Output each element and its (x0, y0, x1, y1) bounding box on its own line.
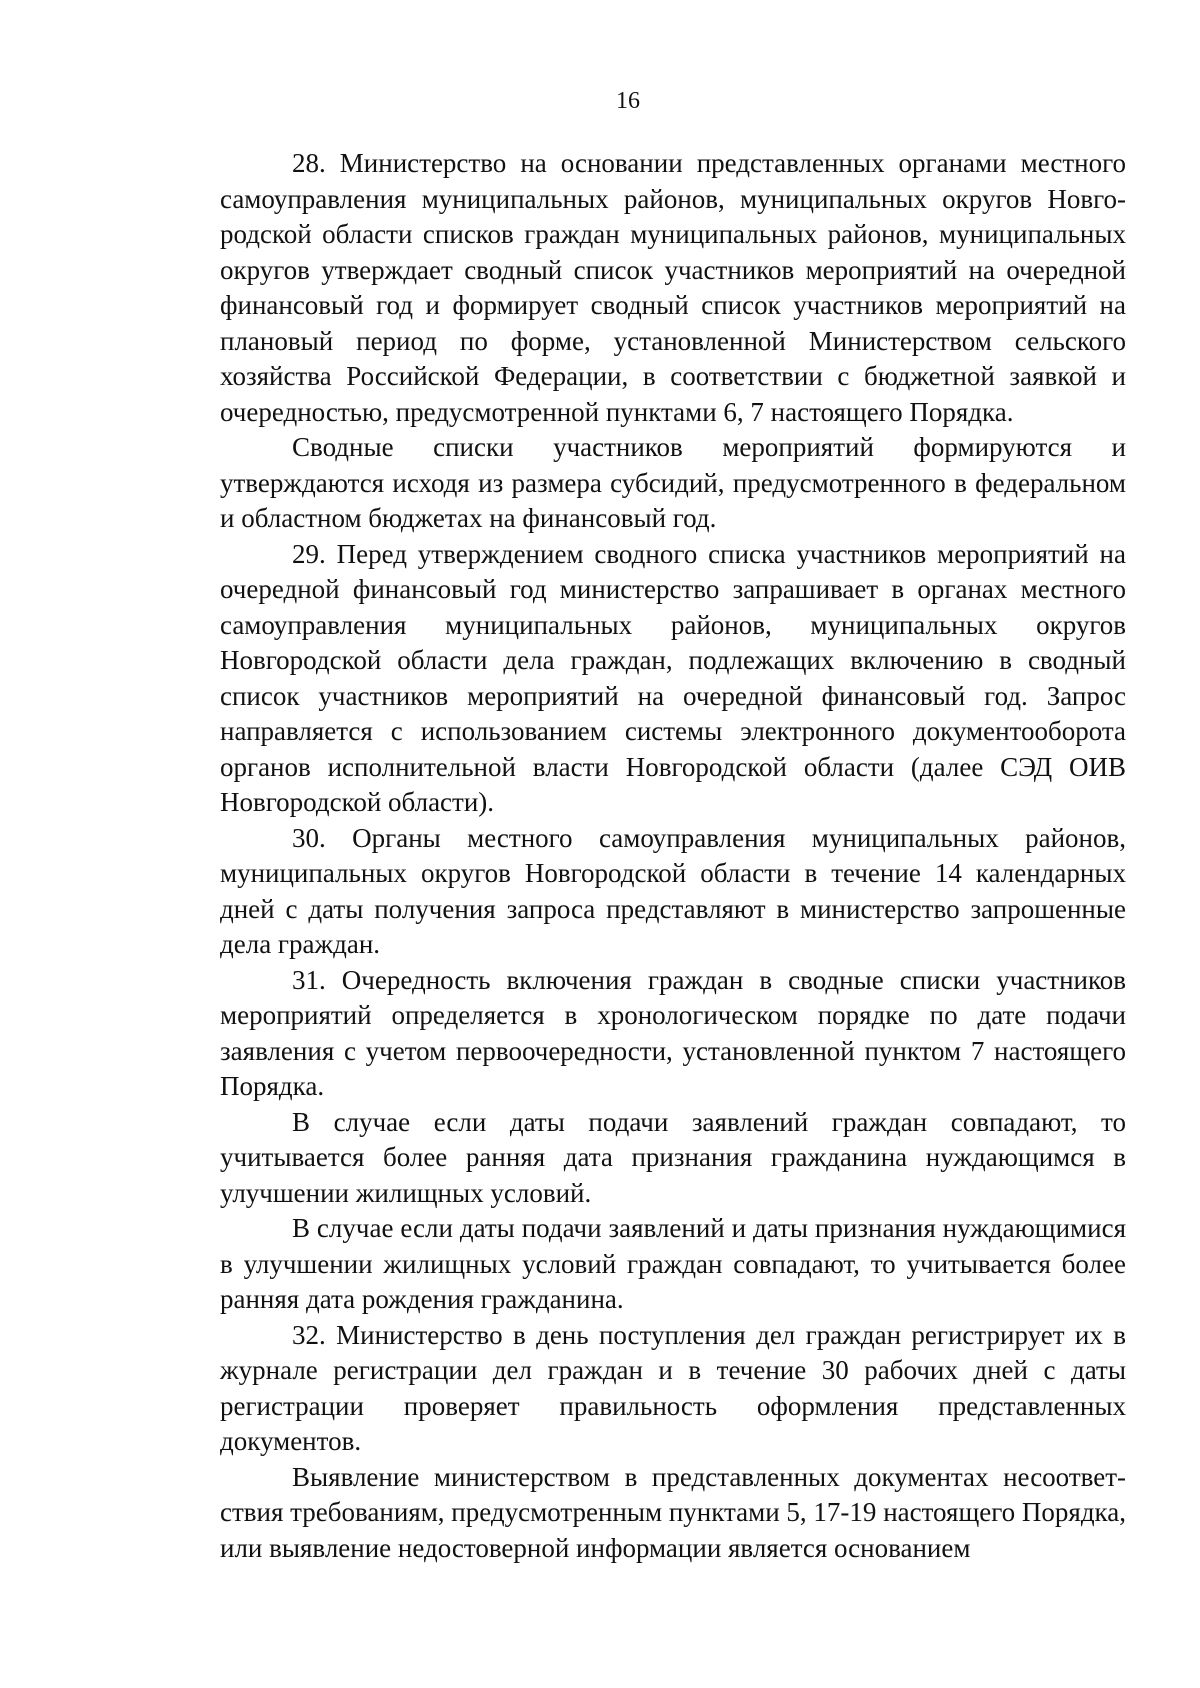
paragraph-31-same-application-date: В случае если даты подачи заявлений граждан совпадают, то учитывается более ранняя дата признания гражданина нуждающимся в улучшении жилищных условий. (220, 1106, 1126, 1208)
paragraph-28-summary-lists: Сводные списки участников мероприятий формируются и утверждаются исходя из размера субсидий, предусмотренного в федеральном и областном бюджетах на финансовый год. (220, 432, 1126, 533)
paragraph-32: 32. Министерство в день поступления дел граждан регистрирует их в журнале регистрации дел граждан и в течение 30 рабочих дней с даты регистрации проверяет правильность оформления представленных документов. (220, 1319, 1126, 1456)
paragraph-30: 30. Органы местного самоуправления муниципальных районов, муниципальных округов Новгородской области в течение 14 календарных дней с даты получения запроса представляют в министерство запрошенные дела граждан. (220, 822, 1126, 959)
document-body (220, 146, 1126, 1566)
page-number: 16 (616, 88, 640, 114)
paragraph-32-nonconformity: Выявление министерством в представленных документах несоответствия требованиям, предусмотренным пунктами 5, 17-19 настоящего Порядка, или выявление недостоверной информации является основанием (220, 1461, 1126, 1563)
paragraph-31-same-recognition-date: В случае если даты подачи заявлений и даты признания нуждающимися в улучшении жилищных условий граждан совпадают, то учитывается более ранняя дата рождения гражданина. (220, 1213, 1126, 1314)
paragraph-31: 31. Очередность включения граждан в сводные списки участников мероприятий определяется в хронологическом порядке по дате подачи заявления с учетом первоочередности, установленной пунктом 7 настоящего Порядка. (220, 964, 1126, 1101)
paragraph-28: 28. Министерство на основании представленных органами местного самоуправления муниципальных районов, муниципальных округов Новгородской области списков граждан муниципальных районов, муниципальных округов утверждает сводный список участников мероприятий на очередной финансовый год и формирует сводный список участников мероприятий на плановый период по форме, установленной Министерством сельского хозяйства Российской Федерации, в соответствии с бюджетной заявкой и очередностью, предусмотренной пунктами 6, 7 настоящего Порядка. (220, 148, 1126, 427)
paragraph-29: 29. Перед утверждением сводного списка участников мероприятий на очередной финансовый год министерство запрашивает в органах местного самоуправления муниципальных районов, муниципальных округов Новгородской области дела граждан, подлежащих включению в сводный список участников мероприятий на очередной финансовый год. Запрос направляется с использованием системы электронного документооборота органов исполнительной власти Новгородской области (далее СЭД ОИВ Новгородской области). (220, 538, 1126, 817)
